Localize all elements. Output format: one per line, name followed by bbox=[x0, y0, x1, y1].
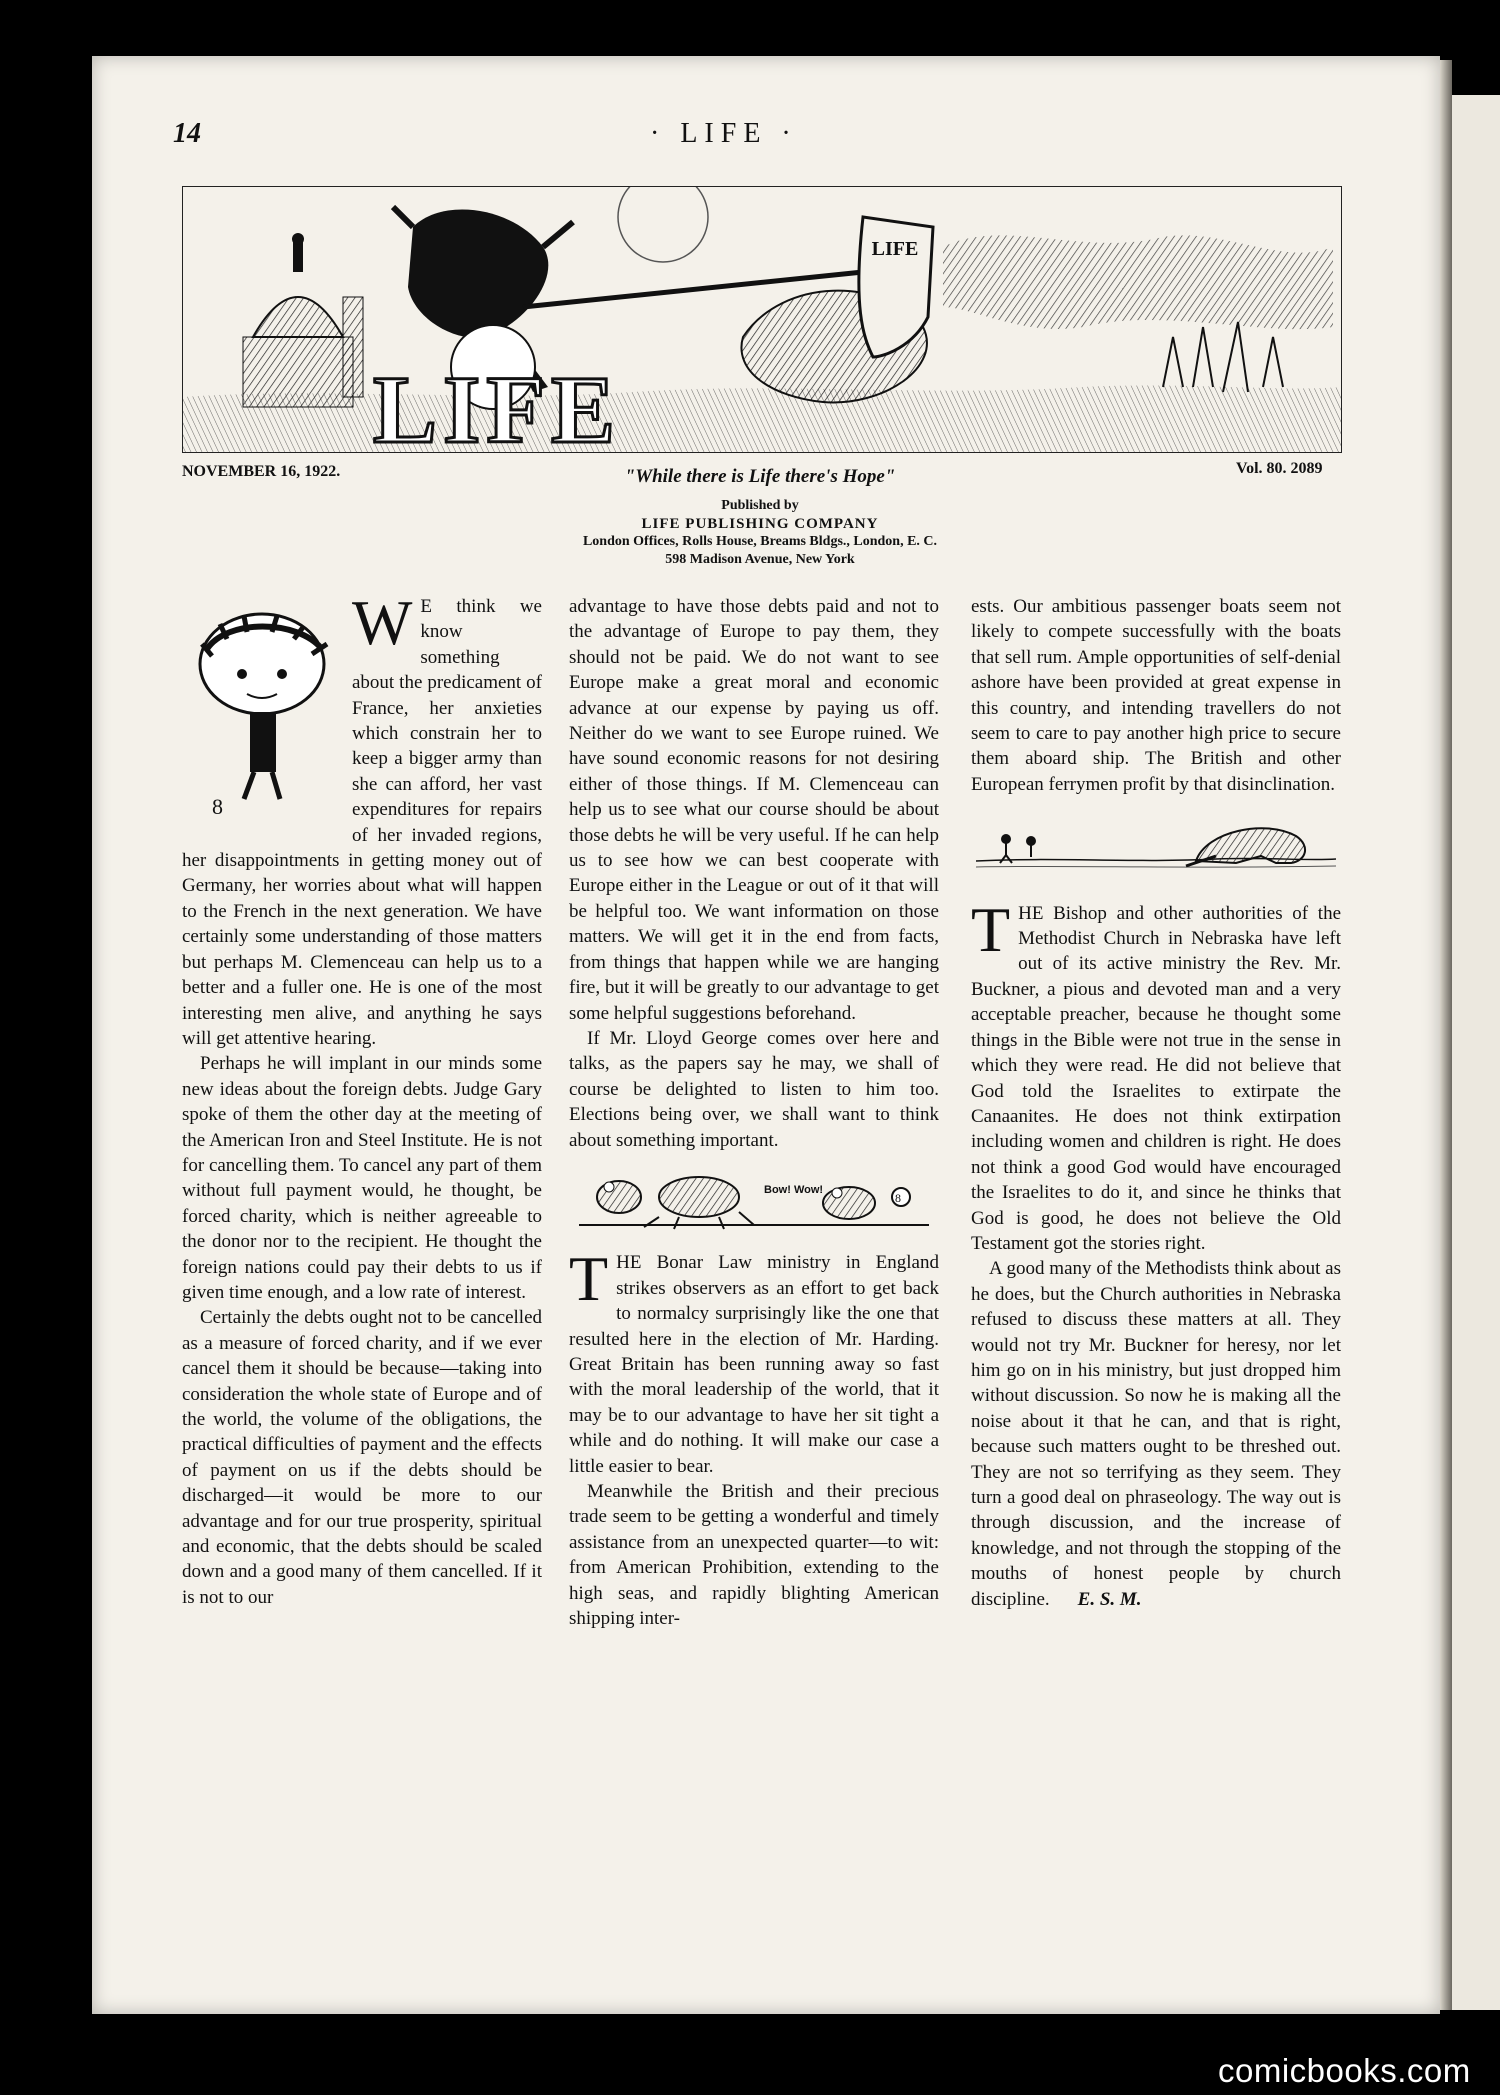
paragraph: Meanwhile the British and their precious trade seem to be getting a wonderful and timely assistance from an unexpected quarter—to wit: from American Prohibition, extending to the high seas, and rapidly blighting American shipping inter- bbox=[569, 1481, 939, 1630]
source-watermark: comicbooks.com bbox=[1218, 2052, 1471, 2089]
paragraph: Perhaps he will implant in our minds some new ideas about the foreign debts. Judge Gary spoke of them the other day at the meeting of the American Iron and Steel Institute. He is not for cancelling them. To cancel any part of them without full payment would, he thought, be forced charity, which is neither agreeable to the donor nor to the recipient. He thought the foreign nations could pay their debts to us if given time enough, and a low rate of interest. bbox=[182, 1053, 542, 1303]
drop-cap: W bbox=[352, 587, 413, 658]
life-logo: LIFE bbox=[373, 356, 622, 452]
issue-date: NOVEMBER 16, 1922. bbox=[182, 463, 341, 480]
bugs-divider-illustration bbox=[569, 1167, 939, 1238]
shield-lettering: LIFE bbox=[871, 238, 919, 260]
article-column-2 bbox=[569, 594, 939, 1631]
paragraph: HE Bishop and other authorities of the Methodist Church in Nebraska have left out of its active ministry the Rev. Mr. Buckner, a pious and devoted man and a very acceptable preacher, because he thought some things in the Bible were not true in the sense in which they were read. He did not believe that God told the Israelites to extirpate the Canaanites. He does not think extirpation including women and children is right. He does not think a good God would have encouraged the Israelites to do it, and since he thinks that God is good, he does not believe the Old Testament got the stories right. bbox=[971, 902, 1341, 1254]
london-address: London Offices, Rolls House, Breams Bldgs., London, E. C. bbox=[582, 534, 938, 549]
runner-divider-illustration bbox=[971, 811, 1341, 888]
author-signature: E. S. M. bbox=[1077, 1588, 1142, 1610]
drop-cap: T bbox=[569, 1243, 609, 1315]
paragraph: A good many of the Methodists think about as he does, but the Church authorities in Nebraska refused to discuss these matters at all. They would not try Mr. Buckner for heresy, nor let him go on in his ministry, but just dropped him without discussion. So now he is making all the noise about it that he can, and that is right, because such matters ought to be threshed out. They are not so terrifying as they seem. They turn a good deal on phraseology. The way out is through discussion, and the increase of knowledge, and not through the stopping of the mouths of honest people by church discipline. bbox=[971, 1258, 1341, 1610]
paragraph: ests. Our ambitious passenger boats seem not likely to compete successfully with the boats that sell rum. Ample opportunities of self-denial ashore have been provided at great expense in this country, and intending travellers do not seem to care to pay another high price to secure them aboard ship. The British and other European ferrymen profit by that disinclination. bbox=[971, 596, 1341, 795]
published-by: Published by bbox=[721, 498, 799, 513]
paragraph: advantage to have those debts paid and not to the advantage of Europe to pay them, they should not be paid. We do not want to see Europe make a great moral and economic advance at our expense by paying us off. Neither do we want to see Europe ruined. We have sound economic reasons for not desiring either of those things. If M. Clemenceau can help us to see what our course should be about those debts he will be very useful. If he can help us to see how we can best cooperate with Europe either in the League or out of it that will be helpful too. We want information on those matters. We will get it in the end from facts, from things that happen while we are hanging fire, but it will be greatly to our advantage to get some helpful suggestions beforehand. bbox=[569, 596, 939, 1024]
paragraph: HE Bonar Law ministry in England strikes observers as an effort to get back to normalcy surprisingly like the one that resulted here in the election of Mr. Harding. Great Britain has been running away so fast with the moral leadership of the world, that it may be to our advantage to have her sit tight a while and do nothing. It will make our case a little easier to bear. bbox=[569, 1252, 939, 1477]
publisher-block bbox=[470, 497, 1050, 569]
drop-cap: T bbox=[971, 893, 1011, 965]
publisher-name: LIFE PUBLISHING COMPANY bbox=[641, 516, 879, 532]
paragraph: Certainly the debts ought not to be cancelled as a measure of forced charity, and if we ever cancel them it should be because—taking into consideration the whole state of Europe and of the world, the volume of the obligations, the practical difficulties of payment and the effects of payment on us if the debts should be discharged—it would be more to our advantage and for our true prosperity, spiritual and economic, that the debts should be scaled down and a good many of them cancelled. If it is not to our bbox=[182, 1307, 542, 1608]
article-column-3 bbox=[971, 594, 1341, 1612]
page-number: 14 bbox=[173, 118, 201, 149]
motto: "While there is Life there's Hope" bbox=[624, 466, 896, 487]
svg-text:8: 8 bbox=[212, 794, 223, 819]
running-head: · LIFE · bbox=[650, 118, 798, 149]
svg-text:8: 8 bbox=[895, 1190, 901, 1205]
volume-number: Vol. 80. 2089 bbox=[1236, 460, 1323, 477]
bug-speech-caption: Bow! Wow! bbox=[764, 1183, 824, 1196]
laurel-child-cartoon bbox=[182, 594, 344, 822]
paragraph: If Mr. Lloyd George comes over here and talks, as the papers say he may, we shall of course be delighted to listen to him too. Elections being over, we shall want to think about something important. bbox=[569, 1027, 939, 1151]
paragraph: E think we know something about the predicament of France, her anxieties which constrain her to keep a bigger army than she can afford, her vast expenditures for repairs of her invaded regions, her disappointments in getting money out of Germany, her worries about what will happen to the French in the next generation. We have certainly some understanding of those matters but perhaps M. Clemenceau can help us to a better and a fuller one. He is one of the most interesting men alive, and anything he says will get attentive hearing. bbox=[182, 596, 542, 1049]
article-column-1 bbox=[182, 587, 542, 1610]
binding-edge bbox=[1440, 60, 1452, 2010]
facing-page-edge bbox=[1452, 95, 1500, 2010]
masthead-illustration bbox=[182, 186, 1342, 453]
new-york-address: 598 Madison Avenue, New York bbox=[665, 552, 855, 567]
